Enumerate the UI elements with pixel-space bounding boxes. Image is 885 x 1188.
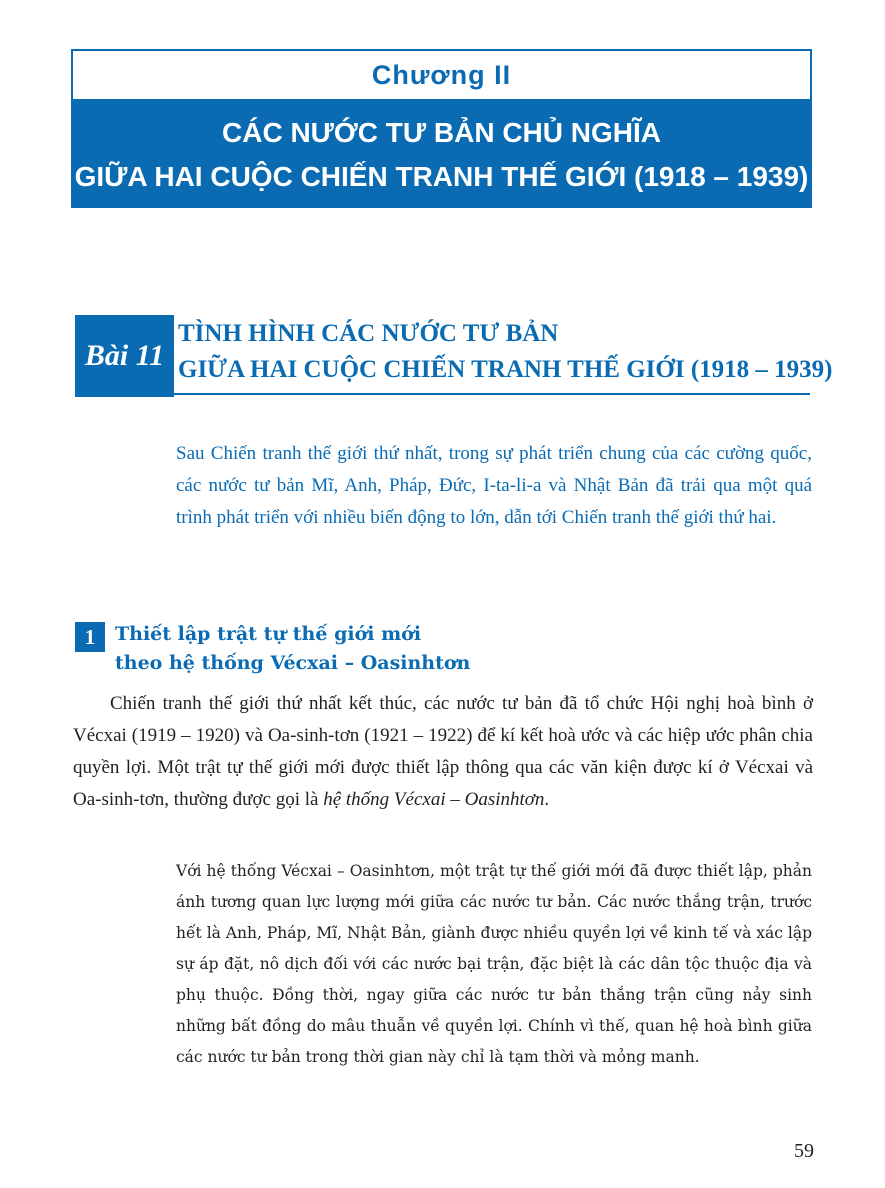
lesson-underline <box>75 393 810 395</box>
lesson-badge <box>75 315 174 397</box>
section-title-line2: theo hệ thống Vécxai – Oasinhtơn <box>115 652 471 674</box>
lesson-title <box>178 316 833 388</box>
section-title-line1: Thiết lập trật tự thế giới mới <box>115 623 422 645</box>
body-emphasis: hệ thống Vécxai – Oasinhtơn <box>323 789 545 810</box>
body-text-end: . <box>544 789 550 810</box>
lesson-badge-label: Bài 11 <box>84 339 165 372</box>
body-paragraph-text <box>73 688 813 816</box>
chapter-label: Chương II <box>371 59 512 90</box>
body-text-main: Chiến tranh thế giới thứ nhất kết thúc, các nước tư bản đã tổ chức Hội nghị hoà bình ở Vécxai (1919 – 1920) và Oa-sinh-tơn (1921 – 1922) để kí kết hoà ước và các hiệp ước phân chia quyền lợi. Một trật tự thế giới mới được thiết lập thông qua các văn kiện được kí ở Vécxai và Oa-sinh-tơn, thường được gọi là <box>73 693 813 810</box>
chapter-title-line1: CÁC NƯỚC TƯ BẢN CHỦ NGHĨA <box>222 117 661 148</box>
lesson-title-line2: GIỮA HAI CUỘC CHIẾN TRANH THẾ GIỚI (1918 – 1939) <box>178 356 833 383</box>
section-title <box>115 620 615 678</box>
chapter-title <box>71 111 812 199</box>
quote-paragraph: Với hệ thống Vécxai – Oasinhtơn, một trật tự thế giới mới đã được thiết lập, phản ánh tương quan lực lượng mới giữa các nước tư bản. Các nước thắng trận, trước hết là Anh, Pháp, Mĩ, Nhật Bản, giành được nhiều quyền lợi về kinh tế và xác lập sự áp đặt, nô dịch đối với các nước bại trận, đặc biệt là các dân tộc thuộc địa và phụ thuộc. Đồng thời, ngay giữa các nước tư bản thắng trận cũng nảy sinh những bất đồng do mâu thuẫn về quyền lợi. Chính vì thế, quan hệ hoà bình giữa các nước tư bản trong thời gian này chỉ là tạm thời và mỏng manh. <box>176 862 812 1066</box>
chapter-title-line2: GIỮA HAI CUỘC CHIẾN TRANH THẾ GIỚI (1918 – 1939) <box>74 161 809 192</box>
chapter-label-box <box>73 51 810 99</box>
section-number: 1 <box>75 622 105 652</box>
page-number: 59 <box>794 1140 814 1162</box>
chapter-header <box>71 49 812 208</box>
body-paragraph <box>73 688 813 816</box>
lesson-intro: Sau Chiến tranh thế giới thứ nhất, trong sự phát triển chung của các cường quốc, các nước tư bản Mĩ, Anh, Pháp, Đức, I-ta-li-a và Nhật Bản đã trải qua một quá trình phát triển với nhiều biến động to lớn, dẫn tới Chiến tranh thế giới thứ hai. <box>176 443 812 528</box>
lesson-title-line1: TÌNH HÌNH CÁC NƯỚC TƯ BẢN <box>178 320 559 347</box>
